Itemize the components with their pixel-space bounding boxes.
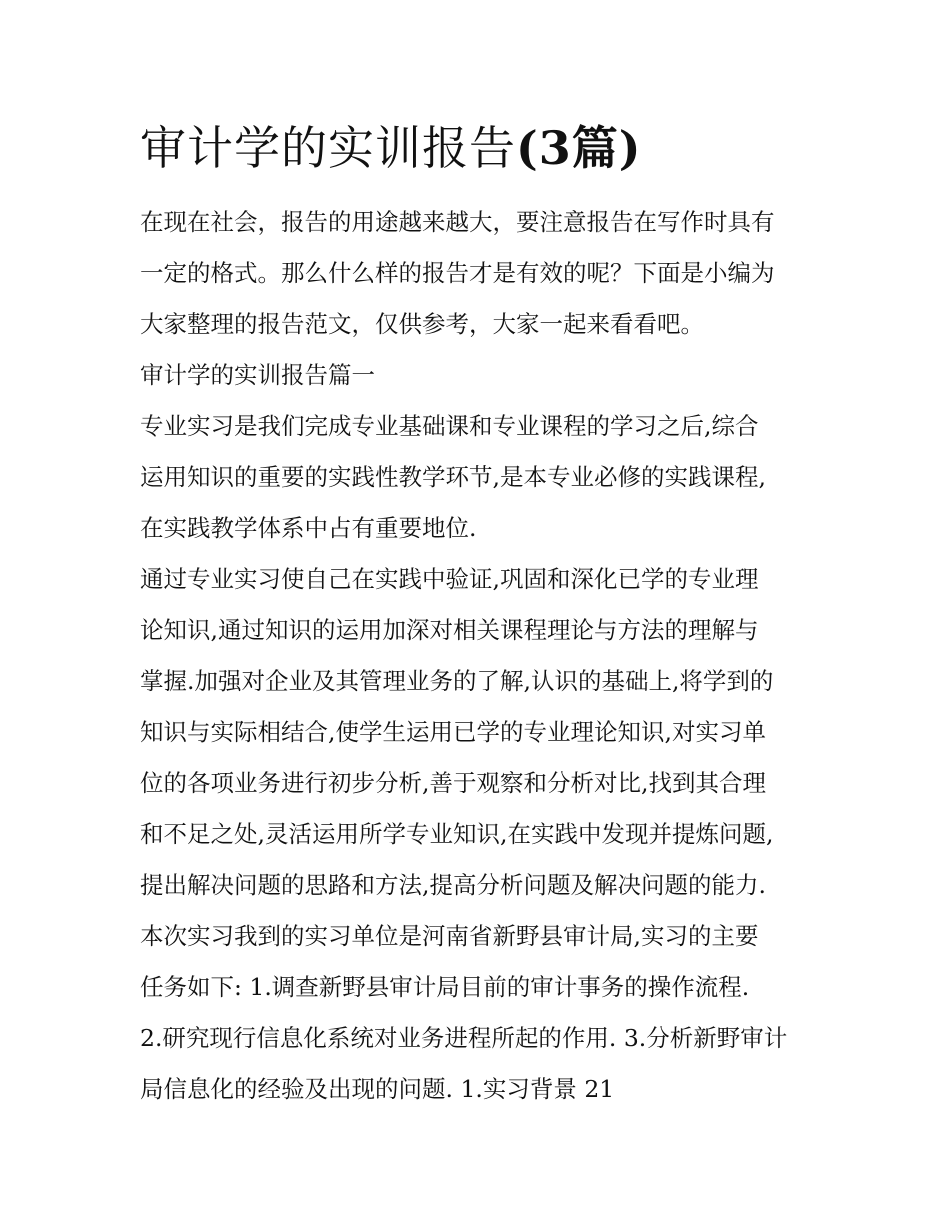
section-heading: 审计学的实训报告篇一 bbox=[140, 361, 375, 389]
paragraph-line: 任务如下: 1.调查新野县审计局目前的审计事务的操作流程. bbox=[140, 973, 750, 1001]
paragraph-line: 2.研究现行信息化系统对业务进程所起的作用. 3.分析新野审计 bbox=[140, 1024, 788, 1052]
paragraph-line: 在实践教学体系中占有重要地位. bbox=[140, 514, 477, 542]
paragraph-line: 知识与实际相结合,使学生运用已学的专业理论知识,对实习单 bbox=[140, 718, 766, 746]
paragraph-line: 一定的格式。那么什么样的报告才是有效的呢？下面是小编为 bbox=[140, 259, 775, 287]
paragraph-line: 在现在社会，报告的用途越来越大，要注意报告在写作时具有 bbox=[140, 208, 775, 236]
paragraph-line: 和不足之处,灵活运用所学专业知识,在实践中发现并提炼问题, bbox=[140, 820, 774, 848]
paragraph-line: 提出解决问题的思路和方法,提高分析问题及解决问题的能力. bbox=[140, 871, 766, 899]
paragraph-line: 本次实习我到的实习单位是河南省新野县审计局,实习的主要 bbox=[140, 922, 759, 950]
title-main: 审计学的实训报告 bbox=[140, 121, 516, 175]
paragraph-line: 专业实习是我们完成专业基础课和专业课程的学习之后,综合 bbox=[140, 412, 759, 440]
paragraph-line: 通过专业实习使自己在实践中验证,巩固和深化已学的专业理 bbox=[140, 565, 759, 593]
paragraph-line: 运用知识的重要的实践性教学环节,是本专业必修的实践课程, bbox=[140, 463, 766, 491]
paragraph-line: 论知识,通过知识的运用加深对相关课程理论与方法的理解与 bbox=[140, 616, 759, 644]
paragraph-line: 大家整理的报告范文，仅供参考，大家一起来看看吧。 bbox=[140, 310, 704, 338]
paragraph-line: 掌握.加强对企业及其管理业务的了解,认识的基础上,将学到的 bbox=[140, 667, 774, 695]
title-count: (3篇) bbox=[516, 121, 642, 175]
document-title bbox=[140, 118, 840, 178]
paragraph-line: 局信息化的经验及出现的问题. 1.实习背景 21 bbox=[140, 1075, 615, 1103]
paragraph-line: 位的各项业务进行初步分析,善于观察和分析对比,找到其合理 bbox=[140, 769, 766, 797]
